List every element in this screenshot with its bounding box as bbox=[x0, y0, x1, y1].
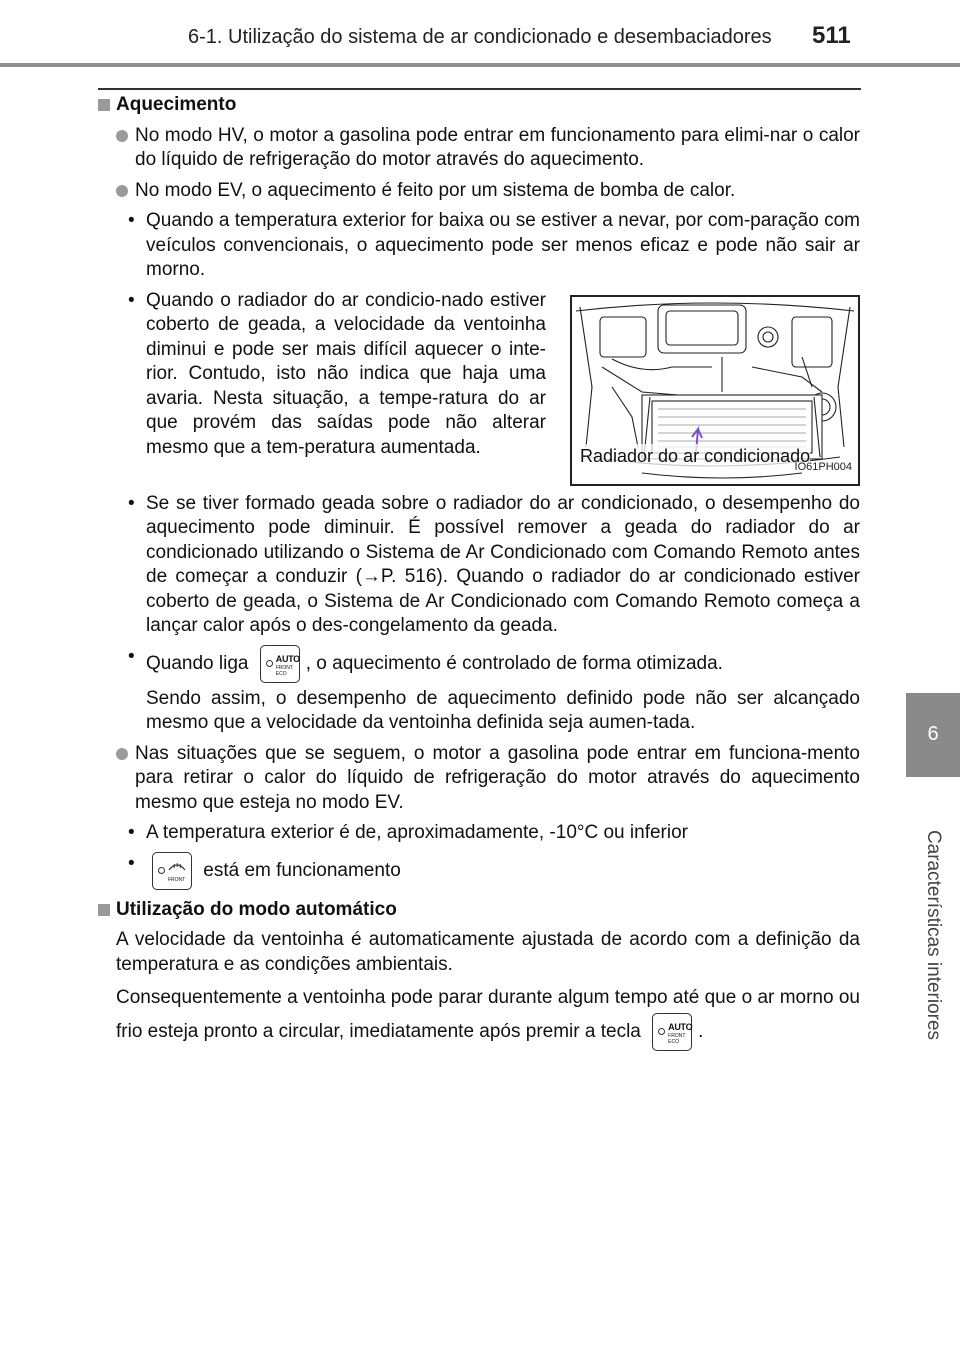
sub-list-item: • Se se tiver formado geada sobre o radiador do ar condicionado, o desempenho do aquecimento pode diminuir. É possível remover a geada do radiador do ar condicionado utilizando o Sistema de Ar Condicionado com Comando Remoto antes de começar a conduzir (→P. 516). Quando o radiador do ar condicionado estiver coberto de geada, o Sistema de Ar Condicionado com Comando Remoto começa a lançar calor após o des-congelamento da geada. bbox=[128, 492, 860, 636]
page-content bbox=[98, 93, 860, 1051]
page-number: 511 bbox=[812, 22, 851, 49]
dot-bullet-icon: • bbox=[128, 822, 135, 843]
paragraph: A velocidade da ventoinha é automaticamente ajustada de acordo com a definição da temperatura e as condições ambientais. bbox=[116, 929, 860, 975]
sub-list-item: • A temperatura exterior é de, aproximadamente, -10°C ou inferior bbox=[98, 821, 860, 846]
chapter-number: 6 bbox=[927, 723, 939, 745]
sub-list-item-continuation: Sendo assim, o desempenho de aquecimento definido pode não ser alcançado mesmo que a velocidade da ventoinha definida seja aumen-tada. bbox=[146, 687, 860, 733]
dot-bullet-icon: • bbox=[128, 492, 135, 514]
sub-list-item: • Quando a temperatura exterior for baixa ou se estiver a nevar, por com-paração com veículos convencionais, o aquecimento pode ser menos eficaz e pode não sair ar morno. bbox=[128, 210, 860, 280]
square-bullet-icon bbox=[98, 904, 110, 916]
section-heading-heating: Aquecimento bbox=[98, 93, 860, 118]
section-heading-auto-mode: Utilização do modo automático bbox=[98, 898, 860, 923]
dot-bullet-icon: • bbox=[128, 210, 135, 231]
list-item: No modo HV, o motor a gasolina pode entrar em funcionamento para elimi-nar o calor do líquido de refrigeração do motor através do aquecimento. bbox=[98, 124, 860, 173]
chapter-label: Características interiores bbox=[923, 829, 944, 1041]
dot-bullet-icon: • bbox=[128, 645, 135, 667]
figure-code: IO61PH004 bbox=[794, 461, 852, 473]
front-defroster-button-icon: FRONT bbox=[152, 852, 192, 890]
figure-caption: Radiador do ar condicionado bbox=[580, 444, 810, 469]
square-bullet-icon bbox=[98, 99, 110, 111]
sub-list-item: • Quando liga AUTO FRONT ECO , o aquecimento é controlado de forma otimizada. bbox=[98, 645, 860, 683]
list-item: No modo EV, o aquecimento é feito por um sistema de bomba de calor. bbox=[98, 179, 860, 204]
dot-bullet-icon: • bbox=[128, 289, 135, 311]
header-title: 6-1. Utilização do sistema de ar condicionado e desembaciadores bbox=[188, 26, 772, 48]
header-divider bbox=[0, 63, 960, 67]
chapter-tab[interactable] bbox=[906, 693, 960, 777]
sub-list-item: • Quando o radiador do ar condicio-nado estiver coberto de geada, a velocidade da ventoinha diminui e pode ser mais difícil aquecer o inte-rior. Contudo, isto não indica que haja uma avaria. Nesta situação, a tempe-ratura do ar que provém das saídas pode não alterar mesmo que a tem-peratura aumentada. bbox=[128, 289, 546, 458]
sub-list-item: • FRONT está em funcionamento bbox=[98, 852, 860, 890]
dot-bullet-icon: • bbox=[128, 852, 135, 874]
paragraph: Consequentemente a ventoinha pode parar durante algum tempo até que o ar morno ou frio esteja pronto a circular, imediatamente após premir a tecla AUTO FRONT ECO . bbox=[98, 983, 860, 1051]
auto-button-icon: AUTO FRONT ECO bbox=[260, 645, 300, 683]
defroster-icon bbox=[167, 858, 187, 872]
content-divider bbox=[98, 88, 861, 90]
circle-bullet-icon bbox=[116, 185, 128, 197]
circle-bullet-icon bbox=[116, 748, 128, 760]
circle-bullet-icon bbox=[116, 130, 128, 142]
list-item: Nas situações que se seguem, o motor a gasolina pode entrar em funciona-mento para retirar o calor do líquido de refrigeração do motor através do aquecimento mesmo que esteja no modo EV. bbox=[98, 742, 860, 816]
auto-button-icon: AUTO FRONT ECO bbox=[652, 1013, 692, 1051]
